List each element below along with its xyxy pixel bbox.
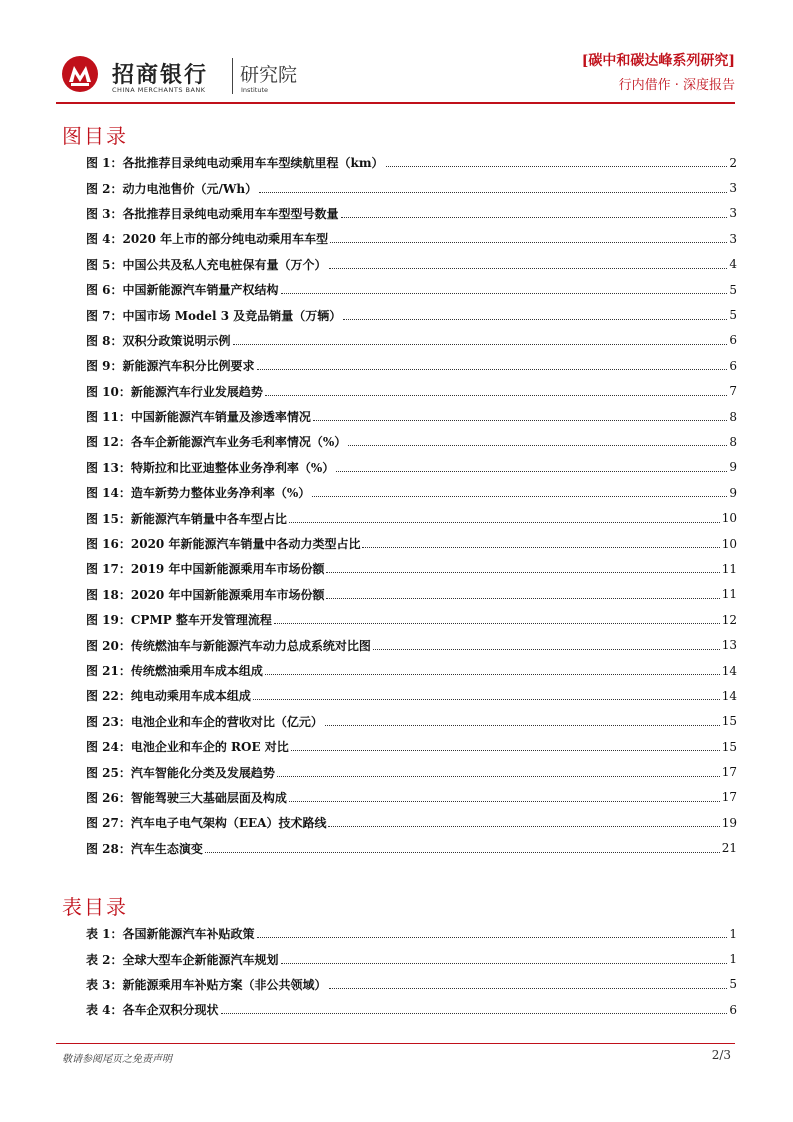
- toc-entry-page: 1: [729, 926, 737, 941]
- header-divider: [232, 58, 233, 94]
- dot-leader: [253, 699, 720, 700]
- dot-leader: [277, 776, 720, 777]
- toc-entry-page: 11: [721, 587, 737, 602]
- toc-entry[interactable]: [86, 632, 737, 657]
- toc-entry[interactable]: [86, 277, 737, 302]
- toc-entry-label: 图 23：电池企业和车企的营收对比（亿元）: [86, 714, 323, 729]
- toc-entry[interactable]: [86, 480, 737, 505]
- toc-entry[interactable]: [86, 150, 737, 175]
- dot-leader: [257, 369, 728, 370]
- toc-entry[interactable]: [86, 328, 737, 353]
- toc-entry-page: 6: [729, 1002, 737, 1017]
- toc-entry-label: 图 19：CPMP 整车开发管理流程: [86, 613, 272, 628]
- toc-entry-page: 5: [729, 308, 737, 323]
- dot-leader: [205, 852, 720, 853]
- toc-entry-label: 表 2：全球大型车企新能源汽车规划: [86, 952, 279, 967]
- toc-entry[interactable]: [86, 997, 737, 1022]
- toc-entry[interactable]: [86, 946, 737, 971]
- toc-entry[interactable]: [86, 658, 737, 683]
- toc-entry-label: 图 13：特斯拉和比亚迪整体业务净利率（%）: [86, 460, 335, 475]
- toc-entry-page: 13: [721, 638, 737, 653]
- toc-entry-page: 9: [729, 485, 737, 500]
- toc-entry-label: 图 24：电池企业和车企的 ROE 对比: [86, 740, 289, 755]
- dot-leader: [328, 826, 719, 827]
- toc-entry-page: 14: [721, 663, 737, 678]
- toc-entry-page: 10: [721, 536, 737, 551]
- toc-entry-page: 14: [721, 688, 737, 703]
- page-header: [56, 48, 735, 100]
- toc-entry-label: 图 27：汽车电子电气架构（EEA）技术路线: [86, 816, 327, 831]
- toc-entry-label: 图 25：汽车智能化分类及发展趋势: [86, 765, 275, 780]
- toc-entry-page: 21: [721, 841, 737, 856]
- toc-entry-page: 8: [729, 434, 737, 449]
- toc-entry-page: 19: [721, 815, 737, 830]
- toc-entry-label: 图 10：新能源汽车行业发展趋势: [86, 384, 263, 399]
- toc-entry-page: 9: [729, 460, 737, 475]
- toc-entry-label: 图 21：传统燃油乘用车成本组成: [86, 664, 263, 678]
- toc-entry-label: 图 4：2020 年上市的部分纯电动乘用车车型: [86, 232, 329, 247]
- toc-entry-page: 11: [721, 561, 737, 576]
- toc-entry-page: 5: [729, 977, 737, 992]
- dot-leader: [330, 242, 727, 243]
- toc-entry-page: 17: [721, 765, 737, 780]
- toc-entry[interactable]: [86, 252, 737, 277]
- toc-entry[interactable]: [86, 921, 737, 946]
- toc-entry-page: 2: [729, 155, 737, 170]
- dot-leader: [265, 674, 720, 675]
- toc-entry[interactable]: [86, 683, 737, 708]
- toc-entry-label: 图 20：传统燃油车与新能源汽车动力总成系统对比图: [86, 638, 371, 653]
- toc-entry-label: 图 8：双积分政策说明示例: [86, 333, 231, 348]
- toc-entry[interactable]: [86, 972, 737, 997]
- dot-leader: [312, 496, 727, 497]
- institute-english-name: Institute: [241, 86, 268, 94]
- toc-entry-page: 17: [721, 790, 737, 805]
- toc-entry-page: 3: [729, 231, 737, 246]
- toc-entry-label: 图 14：造车新势力整体业务净利率（%）: [86, 486, 311, 501]
- toc-entry-label: 图 16：2020 年新能源汽车销量中各动力类型占比: [86, 537, 361, 552]
- toc-entry-page: 7: [729, 384, 737, 399]
- dot-leader: [289, 801, 720, 802]
- toc-entry-label: 图 22：纯电动乘用车成本组成: [86, 689, 251, 704]
- dot-leader: [373, 649, 720, 650]
- disclaimer-note: 敬请参阅尾页之免责声明: [62, 1054, 172, 1065]
- toc-entry-label: 图 17：2019 年中国新能源乘用车市场份额: [86, 562, 325, 577]
- toc-entry[interactable]: [86, 455, 737, 480]
- dot-leader: [265, 395, 727, 396]
- bank-english-name: CHINA MERCHANTS BANK: [112, 86, 206, 94]
- toc-entry-page: 12: [721, 612, 737, 627]
- dot-leader: [289, 522, 720, 523]
- dot-leader: [257, 937, 728, 938]
- dot-leader: [386, 166, 728, 167]
- dot-leader: [341, 217, 728, 218]
- table-list-title: 表目录: [62, 895, 128, 919]
- series-title: [碳中和碳达峰系列研究]: [581, 53, 735, 69]
- institute-name: 研究院: [240, 64, 298, 86]
- toc-entry[interactable]: [86, 429, 737, 454]
- toc-entry[interactable]: [86, 505, 737, 530]
- dot-leader: [329, 988, 728, 989]
- toc-entry-label: 图 28：汽车生态演变: [86, 841, 203, 856]
- toc-entry-label: 图 11：中国新能源汽车销量及渗透率情况: [86, 410, 311, 425]
- toc-entry[interactable]: [86, 353, 737, 378]
- toc-entry[interactable]: [86, 302, 737, 327]
- bank-name: 招商银行: [112, 63, 209, 88]
- dot-leader: [281, 963, 728, 964]
- toc-entry[interactable]: [86, 709, 737, 734]
- toc-entry-page: 15: [721, 739, 737, 754]
- toc-entry-page: 3: [729, 181, 737, 196]
- toc-entry[interactable]: [86, 556, 737, 581]
- toc-entry[interactable]: [86, 175, 737, 200]
- toc-entry-label: 图 1：各批推荐目录纯电动乘用车车型续航里程（km）: [86, 156, 384, 171]
- header-rule: [56, 102, 735, 104]
- toc-entry[interactable]: [86, 785, 737, 810]
- dot-leader: [233, 344, 728, 345]
- dot-leader: [281, 293, 728, 294]
- toc-entry-page: 10: [721, 511, 737, 526]
- figure-list: [86, 150, 737, 861]
- dot-leader: [336, 471, 727, 472]
- toc-entry-page: 8: [729, 409, 737, 424]
- table-list: [86, 921, 737, 1023]
- toc-entry-label: 表 1：各国新能源汽车补贴政策: [86, 927, 255, 942]
- dot-leader: [326, 572, 719, 573]
- dot-leader: [329, 268, 728, 269]
- dot-leader: [291, 750, 720, 751]
- dot-leader: [325, 725, 720, 726]
- cmb-logo-icon: [60, 54, 100, 94]
- dot-leader: [348, 445, 727, 446]
- toc-entry-label: 图 9：新能源汽车积分比例要求: [86, 359, 255, 374]
- toc-entry[interactable]: [86, 607, 737, 632]
- toc-entry[interactable]: [86, 531, 737, 556]
- toc-entry-label: 图 6：中国新能源汽车销量产权结构: [86, 283, 279, 298]
- toc-entry-label: 图 7：中国市场 Model 3 及竞品销量（万辆）: [86, 308, 342, 323]
- toc-entry[interactable]: [86, 226, 737, 251]
- toc-entry-page: 15: [721, 714, 737, 729]
- dot-leader: [274, 623, 720, 624]
- footer-rule: [56, 1043, 735, 1044]
- toc-entry-page: 4: [729, 257, 737, 272]
- toc-entry[interactable]: [86, 836, 737, 861]
- toc-entry[interactable]: [86, 379, 737, 404]
- toc-entry-label: 表 3：新能源乘用车补贴方案（非公共领域）: [86, 977, 327, 992]
- toc-entry[interactable]: [86, 759, 737, 784]
- toc-entry-page: 3: [729, 206, 737, 221]
- figure-list-title: 图目录: [62, 124, 128, 148]
- toc-entry[interactable]: [86, 201, 737, 226]
- toc-entry-page: 6: [729, 333, 737, 348]
- toc-entry-page: 5: [729, 282, 737, 297]
- toc-entry-page: 1: [729, 952, 737, 967]
- dot-leader: [221, 1013, 728, 1014]
- toc-entry[interactable]: [86, 734, 737, 759]
- dot-leader: [313, 420, 727, 421]
- dot-leader: [259, 192, 727, 193]
- toc-entry[interactable]: [86, 810, 737, 835]
- dot-leader: [343, 319, 727, 320]
- toc-entry-label: 图 5：中国公共及私人充电桩保有量（万个）: [86, 257, 327, 272]
- toc-entry[interactable]: [86, 582, 737, 607]
- dot-leader: [326, 598, 719, 599]
- toc-entry-label: 图 26：智能驾驶三大基础层面及构成: [86, 790, 287, 805]
- page-number: 2/3: [711, 1048, 731, 1062]
- toc-entry-label: 图 2：动力电池售价（元/Wh）: [86, 181, 258, 196]
- dot-leader: [362, 547, 719, 548]
- toc-entry-page: 6: [729, 358, 737, 373]
- toc-entry-label: 图 18：2020 年中国新能源乘用车市场份额: [86, 587, 325, 602]
- report-type: 行内借作 · 深度报告: [618, 78, 735, 93]
- toc-entry-label: 图 3：各批推荐目录纯电动乘用车车型型号数量: [86, 206, 339, 221]
- toc-entry-label: 表 4：各车企双积分现状: [86, 1003, 219, 1018]
- toc-entry-label: 图 15：新能源汽车销量中各车型占比: [86, 511, 287, 526]
- toc-entry[interactable]: [86, 404, 737, 429]
- toc-entry-label: 图 12：各车企新能源汽车业务毛利率情况（%）: [86, 435, 347, 450]
